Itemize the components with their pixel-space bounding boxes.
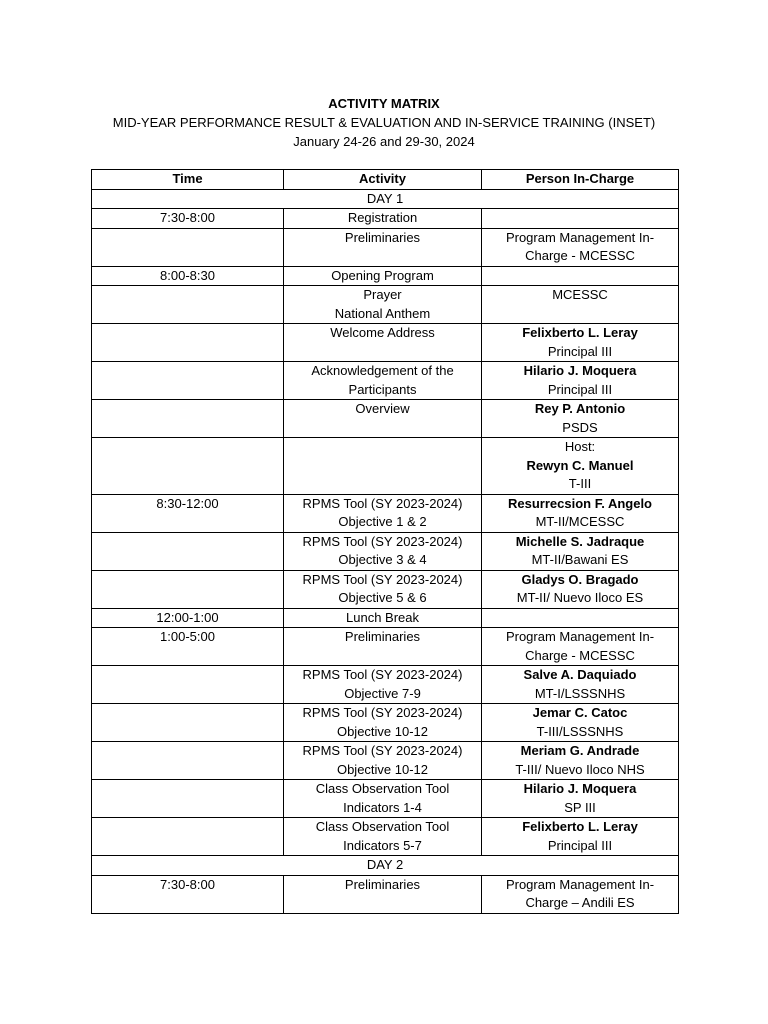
activity-text: RPMS Tool (SY 2023-2024) <box>302 533 463 549</box>
time-text: 7:30-8:00 <box>160 876 215 892</box>
time-cell <box>92 286 284 324</box>
activity-text: RPMS Tool (SY 2023-2024) <box>302 743 463 758</box>
activity-text: Indicators 1-4 <box>343 799 422 815</box>
activity-cell <box>284 704 482 742</box>
person-detail: Program Management In- <box>505 876 655 892</box>
activity-text: Preliminaries <box>344 629 421 644</box>
person-name: Rey P. Antonio <box>534 401 626 416</box>
time-cell <box>92 266 284 286</box>
person-cell <box>482 494 679 532</box>
activity-text: Class Observation Tool <box>315 819 450 834</box>
day-1-row <box>92 189 679 209</box>
person-cell <box>482 780 679 818</box>
activity-cell <box>284 438 482 495</box>
activity-text: RPMS Tool (SY 2023-2024) <box>302 571 463 587</box>
person-name: Felixberto L. Leray <box>522 819 638 834</box>
person-detail: Principal III <box>547 343 613 359</box>
person-name: Felixberto L. Leray <box>522 325 638 340</box>
activity-text: Prayer <box>363 287 402 302</box>
activity-text: Opening Program <box>331 267 434 283</box>
time-cell <box>92 704 284 742</box>
activity-text: Objective 10-12 <box>336 723 429 739</box>
table-row <box>92 362 679 400</box>
person-detail: MT-II/MCESSC <box>535 514 625 529</box>
activity-cell <box>284 400 482 438</box>
table-row <box>92 608 679 628</box>
activity-cell <box>284 228 482 266</box>
activity-matrix-table <box>91 169 679 914</box>
person-name: Meriam G. Andrade <box>520 743 640 758</box>
time-cell <box>92 400 284 438</box>
table-row <box>92 438 679 495</box>
person-cell <box>482 438 679 495</box>
table-row <box>92 286 679 324</box>
time-cell <box>92 818 284 856</box>
person-detail: Principal III <box>547 381 613 397</box>
table-row <box>92 818 679 856</box>
person-name: Rewyn C. Manuel <box>526 457 634 473</box>
person-cell <box>482 400 679 438</box>
activity-text: Preliminaries <box>344 876 421 892</box>
table-row <box>92 266 679 286</box>
person-prefix: Host: <box>564 439 596 454</box>
table-row <box>92 742 679 780</box>
activity-text: Objective 1 & 2 <box>338 514 427 529</box>
day-1-label: DAY 1 <box>92 189 679 209</box>
column-header-activity: Activity <box>284 170 482 190</box>
day-2-label: DAY 2 <box>92 856 679 876</box>
time-cell <box>92 628 284 666</box>
person-name: Gladys O. Bragado <box>521 571 639 587</box>
time-text: 8:00-8:30 <box>160 267 215 283</box>
person-detail: Program Management In- <box>505 229 655 245</box>
activity-text: Objective 10-12 <box>336 761 429 777</box>
person-cell <box>482 362 679 400</box>
table-row <box>92 400 679 438</box>
person-detail: T-III <box>568 476 592 491</box>
document-header <box>0 94 768 151</box>
person-detail: Program Management In- <box>505 629 655 644</box>
activity-text: Overview <box>355 401 410 416</box>
activity-cell <box>284 266 482 286</box>
person-detail: MT-II/Bawani ES <box>531 552 629 567</box>
person-detail: Charge – Andili ES <box>525 895 635 910</box>
activity-cell <box>284 494 482 532</box>
person-name: Michelle S. Jadraque <box>515 533 645 549</box>
time-cell <box>92 570 284 608</box>
table-row <box>92 228 679 266</box>
person-name: Resurrecsion F. Angelo <box>508 495 652 511</box>
person-name: Hilario J. Moquera <box>523 781 637 796</box>
time-cell <box>92 742 284 780</box>
time-cell <box>92 228 284 266</box>
activity-cell <box>284 362 482 400</box>
person-cell <box>482 266 679 286</box>
activity-text: Objective 7-9 <box>344 685 421 701</box>
person-cell <box>482 818 679 856</box>
person-cell <box>482 875 679 913</box>
person-detail: SP III <box>564 799 596 815</box>
activity-text: Registration <box>347 210 418 225</box>
activity-cell <box>284 209 482 229</box>
document-dates: January 24-26 and 29-30, 2024 <box>293 134 475 149</box>
person-cell <box>482 742 679 780</box>
person-detail: Charge - MCESSC <box>525 248 635 263</box>
time-text: 7:30-8:00 <box>160 210 215 225</box>
person-detail: PSDS <box>562 419 598 435</box>
activity-text: Objective 3 & 4 <box>338 552 427 567</box>
activity-text: Participants <box>348 381 417 397</box>
person-cell <box>482 324 679 362</box>
time-cell <box>92 494 284 532</box>
person-detail: MCESSC <box>552 287 608 302</box>
time-cell <box>92 780 284 818</box>
activity-text: National Anthem <box>334 305 431 321</box>
time-cell <box>92 532 284 570</box>
activity-cell <box>284 780 482 818</box>
activity-cell <box>284 532 482 570</box>
person-detail: Principal III <box>547 837 613 853</box>
activity-cell <box>284 286 482 324</box>
activity-text: Acknowledgement of the <box>311 363 454 378</box>
activity-cell <box>284 666 482 704</box>
person-detail: MT-II/ Nuevo Iloco ES <box>516 590 644 605</box>
activity-text: Class Observation Tool <box>315 781 450 796</box>
time-cell <box>92 324 284 362</box>
table-header-row <box>92 170 679 190</box>
person-detail: MT-I/LSSSNHS <box>534 685 626 701</box>
activity-cell <box>284 875 482 913</box>
table-row <box>92 666 679 704</box>
table-row <box>92 209 679 229</box>
person-cell <box>482 666 679 704</box>
table-row <box>92 628 679 666</box>
person-cell <box>482 608 679 628</box>
table-row <box>92 324 679 362</box>
activity-text: RPMS Tool (SY 2023-2024) <box>302 705 463 720</box>
person-name: Salve A. Daquiado <box>523 667 637 682</box>
activity-cell <box>284 570 482 608</box>
person-cell <box>482 532 679 570</box>
person-detail: T-III/LSSSNHS <box>536 723 624 739</box>
activity-cell <box>284 608 482 628</box>
day-2-row <box>92 856 679 876</box>
table-row <box>92 875 679 913</box>
table-row <box>92 704 679 742</box>
time-cell <box>92 209 284 229</box>
activity-text: RPMS Tool (SY 2023-2024) <box>302 667 463 682</box>
table-row <box>92 570 679 608</box>
activity-text: Preliminaries <box>344 229 421 245</box>
person-detail: Charge - MCESSC <box>525 647 635 663</box>
person-cell <box>482 209 679 229</box>
person-cell <box>482 286 679 324</box>
activity-cell <box>284 628 482 666</box>
table-row <box>92 494 679 532</box>
document-subtitle: MID-YEAR PERFORMANCE RESULT & EVALUATION AND IN-SERVICE TRAINING (INSET) <box>112 115 656 130</box>
time-text: 1:00-5:00 <box>160 629 215 644</box>
activity-cell <box>284 324 482 362</box>
activity-text: Welcome Address <box>330 325 435 340</box>
person-name: Hilario J. Moquera <box>523 363 637 378</box>
activity-text: Objective 5 & 6 <box>338 590 427 605</box>
time-cell <box>92 666 284 704</box>
time-cell <box>92 438 284 495</box>
time-cell <box>92 608 284 628</box>
time-text: 8:30-12:00 <box>156 495 219 511</box>
time-cell <box>92 875 284 913</box>
activity-cell <box>284 742 482 780</box>
activity-cell <box>284 818 482 856</box>
person-cell <box>482 704 679 742</box>
column-header-person: Person In-Charge <box>482 170 679 190</box>
activity-text: Indicators 5-7 <box>343 837 422 853</box>
time-cell <box>92 362 284 400</box>
document-title: ACTIVITY MATRIX <box>328 96 440 111</box>
time-text: 12:00-1:00 <box>156 609 219 625</box>
person-name: Jemar C. Catoc <box>532 705 628 720</box>
column-header-time: Time <box>92 170 284 190</box>
activity-text: RPMS Tool (SY 2023-2024) <box>302 495 463 511</box>
table-row <box>92 532 679 570</box>
person-cell <box>482 570 679 608</box>
table-row <box>92 780 679 818</box>
activity-text: Lunch Break <box>346 609 419 625</box>
person-cell <box>482 228 679 266</box>
person-detail: T-III/ Nuevo Iloco NHS <box>515 761 645 777</box>
person-cell <box>482 628 679 666</box>
